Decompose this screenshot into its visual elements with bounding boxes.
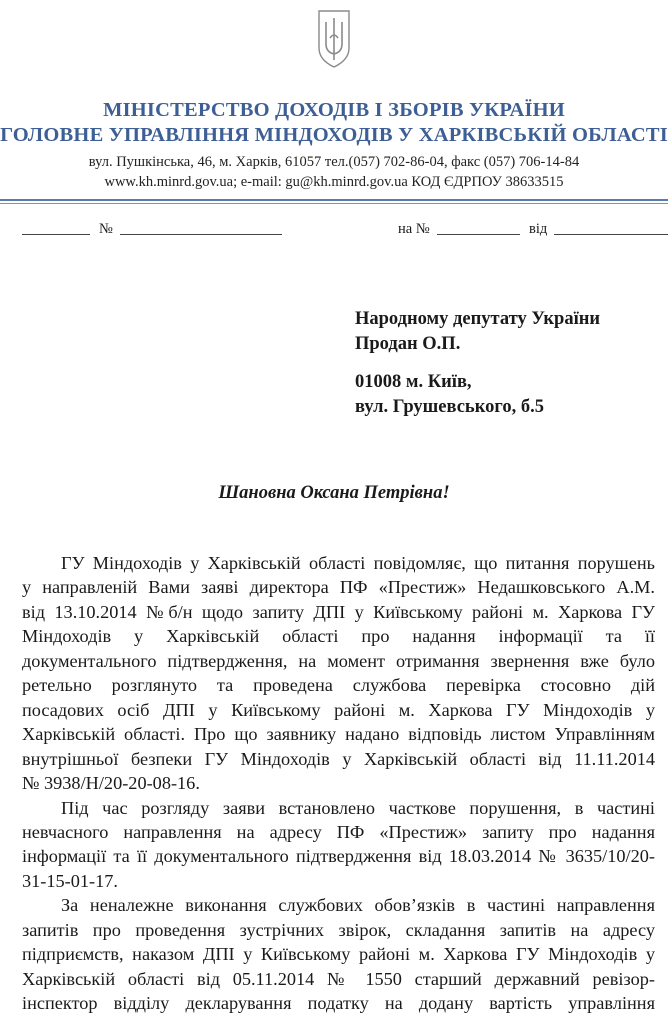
reply-date-blank bbox=[554, 220, 668, 235]
paragraph-1-line: від 13.10.2014 №б/н щодо запиту ДПІ у Київському районі м. Харкова ГУ bbox=[22, 601, 655, 622]
number-label: № bbox=[99, 221, 113, 237]
recipient-street: вул. Грушевського, б.5 bbox=[355, 397, 544, 417]
paragraph-1-line: Харківській області. Про що заявнику надано відповідь листом Управлінням bbox=[22, 724, 655, 745]
contacts: www.kh.minrd.gov.ua; e-mail: gu@kh.minrd.gov.ua КОД ЄДРПОУ 38633515 bbox=[104, 174, 564, 190]
greeting: Шановна Оксана Петрівна! bbox=[218, 483, 450, 503]
paragraph-3-line: запитів про проведення зустрічних звірок, складання запитів на адресу bbox=[22, 919, 655, 940]
paragraph-1-line: документального підтвердження, на момент отримання звернення вже було bbox=[22, 650, 655, 671]
paragraph-1-line: Міндоходів у Харківській області про надання інформації та її bbox=[22, 626, 655, 647]
coat-of-arms-trident-icon bbox=[316, 8, 352, 70]
paragraph-3-line: За неналежне виконання службових обов’язків в частині направлення bbox=[61, 895, 655, 916]
paragraph-2-line: Під час розгляду заяви встановлено часткове порушення, в частині bbox=[61, 797, 655, 818]
paragraph-3-line: Харківській області від 05.11.2014 № 1550 старший державний ревізор- bbox=[22, 968, 655, 989]
reply-to-label: на № bbox=[398, 221, 430, 237]
department-name: ГОЛОВНЕ УПРАВЛІННЯ МІНДОХОДІВ У ХАРКІВСЬКІЙ ОБЛАСТІ bbox=[0, 124, 668, 146]
header-divider bbox=[0, 199, 668, 201]
paragraph-2-line: інформації та її документального підтвердження від 18.03.2014 № 3635/10/20- bbox=[22, 846, 655, 867]
recipient-city: 01008 м. Київ, bbox=[355, 372, 472, 392]
paragraph-2-line: невчасного направлення на адресу ПФ «Престиж» запиту про надання bbox=[22, 821, 655, 842]
paragraph-1-line: внутрішньої безпеки ГУ Міндоходів у Харківській області від 11.11.2014 bbox=[22, 748, 655, 769]
paragraph-1-line: у направленій Вами заяві директора ПФ «Престиж» Недашковського А.М. bbox=[22, 577, 655, 598]
outgoing-date-blank bbox=[22, 220, 90, 235]
paragraph-1-line: ретельно розглянуто та проведена службова перевірка стосовно дій bbox=[22, 675, 655, 696]
address: вул. Пушкінська, 46, м. Харків, 61057 тел.(057) 702-86-04, факс (057) 706-14-84 bbox=[88, 154, 580, 170]
recipient-name: Продан О.П. bbox=[355, 334, 461, 354]
ministry-name: МІНІСТЕРСТВО ДОХОДІВ І ЗБОРІВ УКРАЇНИ bbox=[103, 99, 565, 121]
recipient-title: Народному депутату України bbox=[355, 309, 601, 329]
header-divider-thin bbox=[0, 203, 668, 204]
paragraph-3-line: інспектор відділу декларування податку на додану вартість управління bbox=[22, 993, 655, 1014]
paragraph-1-line: № 3938/Н/20-20-08-16. bbox=[22, 773, 200, 794]
date-label: від bbox=[529, 221, 548, 237]
paragraph-3-line: підприємств, наказом ДПІ у Київському районі м. Харкова ГУ Міндоходів у bbox=[22, 944, 655, 965]
paragraph-2-line: 31-15-01-17. bbox=[22, 870, 118, 891]
reply-number-blank bbox=[437, 220, 520, 235]
paragraph-1-line: ГУ Міндоходів у Харківській області повідомляє, що питання порушень bbox=[61, 553, 655, 573]
outgoing-number-blank bbox=[120, 220, 282, 235]
paragraph-1-line: посадових осіб ДПІ у Київському районі м. Харкова ГУ Міндоходів у bbox=[22, 699, 655, 720]
